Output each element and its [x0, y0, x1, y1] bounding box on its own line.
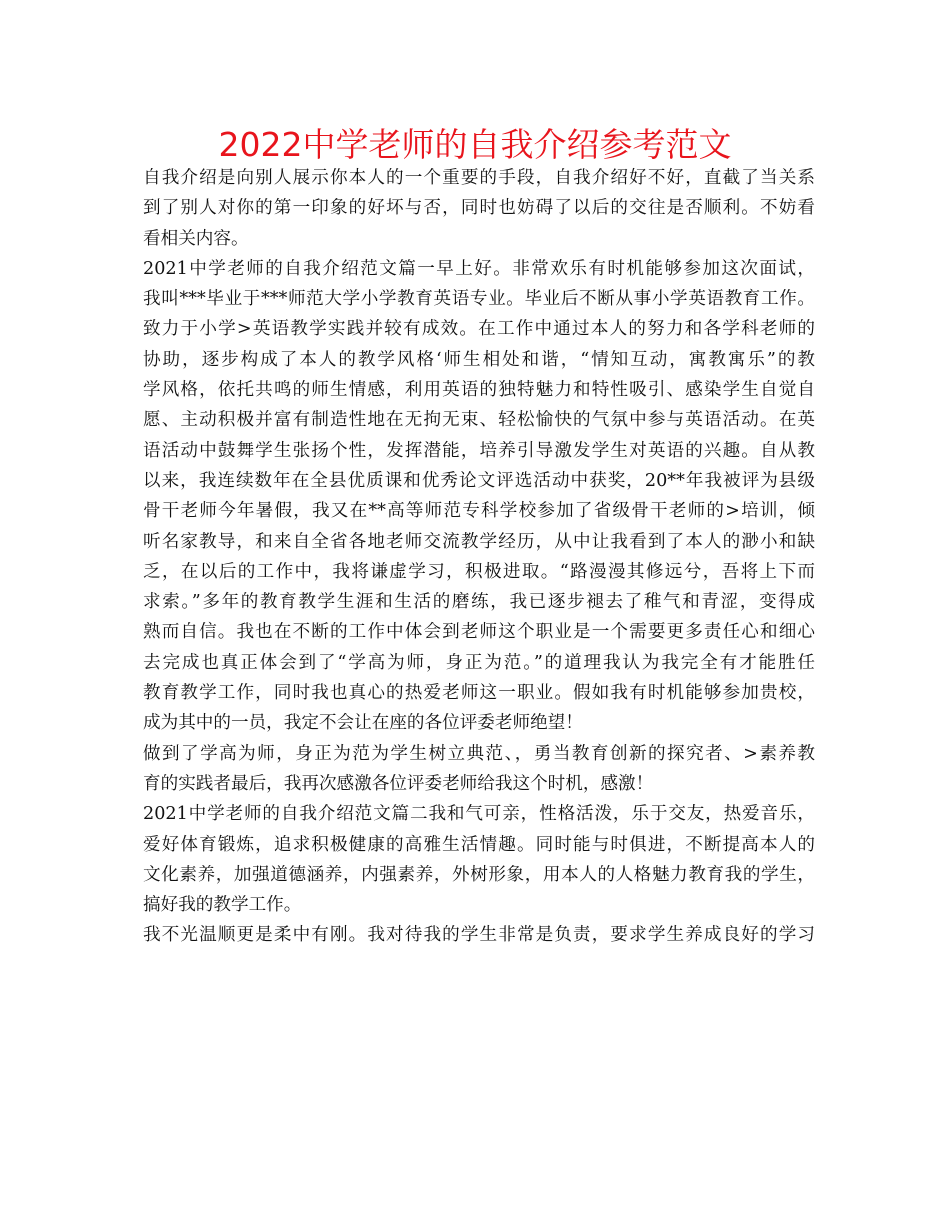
- text-line: 我不光温顺更是柔中有刚。我对待我的学生非常是负责，要求学生养成良好的学习: [143, 925, 815, 946]
- text-line: 搞好我的教学工作。: [143, 895, 302, 916]
- text-line: 2021中学老师的自我介绍范文篇一早上好。非常欢乐有时机能够参加这次面试，: [143, 258, 815, 279]
- text-line: 协助，逐步构成了本人的教学风格‘师生相处和谐，“情知互动，寓教寓乐”的教: [143, 349, 815, 370]
- paragraph-sample-one: [143, 254, 815, 739]
- text-line: 致力于小学>英语教学实践并较有成效。在工作中通过本人的努力和各学科老师的: [143, 319, 815, 340]
- text-line: 以来，我连续数年在全县优质课和优秀论文评选活动中获奖，20**年我被评为县级: [143, 470, 815, 491]
- text-line: 教育教学工作，同时我也真心的热爱老师这一职业。假如我有时机能够参加贵校，: [143, 683, 815, 704]
- text-line: 爱好体育锻炼，追求积极健康的高雅生活情趣。同时能与时俱进，不断提高本人的: [143, 834, 815, 855]
- text-line: 我叫***毕业于***师范大学小学教育英语专业。毕业后不断从事小学英语教育工作。: [143, 289, 815, 310]
- text-line: 骨干老师今年暑假，我又在**高等师范专科学校参加了省级骨干老师的>培训，倾: [143, 501, 815, 522]
- text-line: 听名家教导，和来自全省各地老师交流教学经历，从中让我看到了本人的渺小和缺: [143, 531, 815, 552]
- text-line: 愿、主动积极并富有制造性地在无拘无束、轻松愉快的气氛中参与英语活动。在英: [143, 410, 815, 431]
- paragraph-intro: [143, 163, 815, 254]
- text-line: 育的实践者最后，我再次感激各位评委老师给我这个时机，感激！: [143, 773, 654, 794]
- text-line: 到了别人对你的第一印象的好坏与否，同时也妨碍了以后的交往是否顺利。不妨看: [143, 198, 815, 219]
- text-line: 2021中学老师的自我介绍范文篇二我和气可亲，性格活泼，乐于交友，热爱音乐，: [143, 804, 815, 825]
- document-body: [143, 163, 815, 951]
- text-line: 学风格，依托共鸣的师生情感，利用英语的独特魅力和特性吸引、感染学生自觉自: [143, 380, 815, 401]
- paragraph-conclusion: [143, 739, 815, 800]
- text-line: 做到了学高为师，身正为范为学生树立典范、，勇当教育创新的探究者、>素养教: [143, 743, 815, 764]
- text-line: 自我介绍是向别人展示你本人的一个重要的手段，自我介绍好不好，直截了当关系: [143, 168, 815, 188]
- text-line: 成为其中的一员，我定不会让在座的各位评委老师绝望！: [143, 713, 583, 734]
- text-line: 去完成也真正体会到了“学高为师，身正为范。”的道理我认为我完全有才能胜任: [143, 652, 815, 673]
- paragraph-sample-two: [143, 799, 815, 920]
- text-line: 语活动中鼓舞学生张扬个性，发挥潜能，培养引导激发学生对英语的兴趣。自从教: [143, 440, 815, 461]
- text-line: 乏，在以后的工作中，我将谦虚学习，积极进取。“路漫漫其修远兮，吾将上下而: [143, 561, 815, 582]
- text-line: 看相关内容。: [143, 228, 249, 249]
- document-title: 2022中学老师的自我介绍参考范文: [218, 125, 732, 164]
- paragraph-character: [143, 920, 815, 950]
- text-line: 求索。”多年的教育教学生涯和生活的磨练，我已逐步褪去了稚气和青涩，变得成: [143, 592, 815, 613]
- text-line: 熟而自信。我也在不断的工作中体会到老师这个职业是一个需要更多责任心和细心: [143, 622, 815, 643]
- text-line: 文化素养，加强道德涵养，内强素养，外树形象，用本人的人格魅力教育我的学生，: [143, 864, 815, 885]
